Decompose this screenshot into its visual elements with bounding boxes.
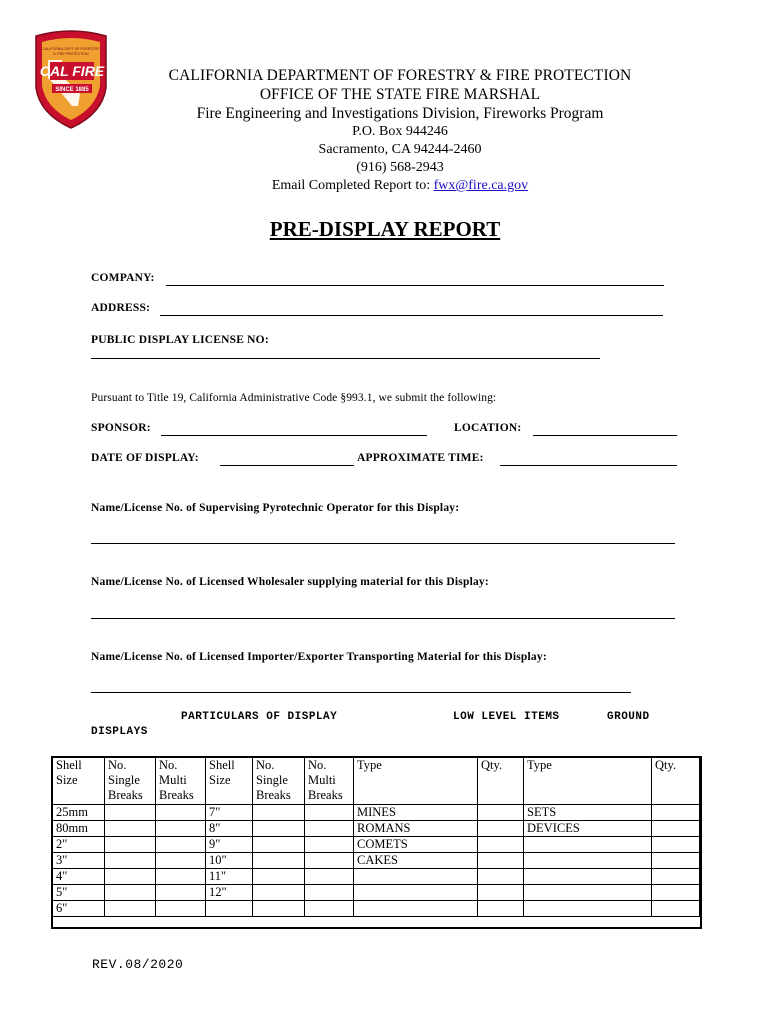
table-cell[interactable] <box>253 805 305 821</box>
date-label: DATE OF DISPLAY: <box>91 452 199 464</box>
table-cell: 9" <box>206 837 253 853</box>
svg-text:& FIRE PROTECTION: & FIRE PROTECTION <box>53 52 89 56</box>
revision-label: REV.08/2020 <box>92 957 184 972</box>
email-prefix: Email Completed Report to: <box>271 178 434 193</box>
table-cell[interactable] <box>652 885 700 901</box>
table-cell[interactable] <box>253 837 305 853</box>
division-name: Fire Engineering and Investigations Division, Fireworks Program <box>196 105 604 122</box>
wholesaler-field[interactable] <box>91 618 675 619</box>
table-cell[interactable] <box>253 901 305 917</box>
importer-label: Name/License No. of Licensed Importer/Exporter Transporting Material for this Display: <box>91 651 547 663</box>
table-cell[interactable] <box>354 885 478 901</box>
table-cell[interactable] <box>105 885 156 901</box>
pursuant-text: Pursuant to Title 19, California Administrative Code §993.1, we submit the following: <box>91 392 497 404</box>
table-cell: 25mm <box>53 805 105 821</box>
table-cell[interactable] <box>156 853 206 869</box>
table-cell: DEVICES <box>524 821 652 837</box>
table-cell[interactable] <box>105 805 156 821</box>
table-row <box>53 821 700 837</box>
table-cell[interactable] <box>478 869 524 885</box>
table-cell[interactable] <box>652 901 700 917</box>
table-cell[interactable] <box>652 821 700 837</box>
table-cell: 11" <box>206 869 253 885</box>
address-label: ADDRESS: <box>91 302 151 314</box>
table-cell: 10" <box>206 853 253 869</box>
particulars-table <box>52 757 700 917</box>
table-cell[interactable] <box>354 869 478 885</box>
page-title: PRE-DISPLAY REPORT <box>269 217 501 241</box>
table-cell: 7" <box>206 805 253 821</box>
email-line <box>90 177 710 195</box>
table-cell: 5" <box>53 885 105 901</box>
table-cell[interactable] <box>305 805 354 821</box>
table-cell[interactable] <box>253 853 305 869</box>
sponsor-label: SPONSOR: <box>91 422 151 434</box>
table-cell[interactable] <box>105 869 156 885</box>
logo-brand: CAL FIRE <box>39 63 105 79</box>
table-cell[interactable] <box>524 901 652 917</box>
table-cell[interactable] <box>206 901 253 917</box>
header-qty-low: Qty. <box>478 758 524 805</box>
license-field[interactable] <box>91 358 600 359</box>
table-row <box>53 869 700 885</box>
table-row <box>53 853 700 869</box>
time-field[interactable] <box>500 465 677 466</box>
table-cell: CAKES <box>354 853 478 869</box>
table-cell[interactable] <box>156 837 206 853</box>
table-cell[interactable] <box>652 853 700 869</box>
table-cell[interactable] <box>253 821 305 837</box>
table-cell[interactable] <box>478 837 524 853</box>
table-cell[interactable] <box>156 805 206 821</box>
date-field[interactable] <box>220 465 354 466</box>
table-cell[interactable] <box>253 869 305 885</box>
table-cell: SETS <box>524 805 652 821</box>
table-cell[interactable] <box>524 837 652 853</box>
table-cell[interactable] <box>478 885 524 901</box>
table-row <box>53 805 700 821</box>
displays-heading: DISPLAYS <box>91 726 148 738</box>
table-cell[interactable] <box>253 885 305 901</box>
address-field[interactable] <box>160 315 663 316</box>
table-cell[interactable] <box>156 885 206 901</box>
table-cell[interactable] <box>305 821 354 837</box>
table-cell: 3" <box>53 853 105 869</box>
header-qty-ground: Qty. <box>652 758 700 805</box>
table-cell: COMETS <box>354 837 478 853</box>
importer-field[interactable] <box>91 692 631 693</box>
po-box: P.O. Box 944246 <box>352 124 448 139</box>
table-cell[interactable] <box>156 901 206 917</box>
phone-number: (916) 568-2943 <box>356 160 444 175</box>
table-cell[interactable] <box>156 821 206 837</box>
table-cell[interactable] <box>105 837 156 853</box>
table-cell[interactable] <box>478 821 524 837</box>
office-name: OFFICE OF THE STATE FIRE MARSHAL <box>259 86 541 103</box>
table-cell[interactable] <box>652 837 700 853</box>
table-cell: 6" <box>53 901 105 917</box>
table-cell[interactable] <box>524 853 652 869</box>
table-row <box>53 901 700 917</box>
table-cell[interactable] <box>354 901 478 917</box>
table-cell: 80mm <box>53 821 105 837</box>
table-row <box>53 837 700 853</box>
table-cell[interactable] <box>478 853 524 869</box>
operator-field[interactable] <box>91 543 675 544</box>
table-cell[interactable] <box>305 901 354 917</box>
email-link[interactable]: fwx@fire.ca.gov <box>433 178 529 193</box>
header-type-ground: Type <box>524 758 652 805</box>
logo-since: SINCE 1885 <box>55 87 89 93</box>
table-cell: 8" <box>206 821 253 837</box>
table-row <box>53 885 700 901</box>
header-single-breaks: No. Single Breaks <box>105 758 156 805</box>
company-label: COMPANY: <box>91 272 155 284</box>
table-cell[interactable] <box>305 885 354 901</box>
company-field[interactable] <box>166 285 664 286</box>
svg-text:CALIFORNIA DEPT OF FORESTRY: CALIFORNIA DEPT OF FORESTRY <box>42 47 100 51</box>
header-shell-size-2: Shell Size <box>206 758 253 805</box>
table-cell[interactable] <box>652 805 700 821</box>
table-cell[interactable] <box>524 869 652 885</box>
location-label: LOCATION: <box>454 422 522 434</box>
letterhead <box>90 66 710 195</box>
table-cell[interactable] <box>478 805 524 821</box>
operator-label: Name/License No. of Supervising Pyrotechnic Operator for this Display: <box>91 502 460 514</box>
table-cell: 2" <box>53 837 105 853</box>
table-cell[interactable] <box>105 901 156 917</box>
header-multi-breaks-2: No. Multi Breaks <box>305 758 354 805</box>
table-cell[interactable] <box>652 869 700 885</box>
location-field[interactable] <box>533 435 677 436</box>
table-cell[interactable] <box>156 869 206 885</box>
time-label: APPROXIMATE TIME: <box>357 452 484 464</box>
sponsor-field[interactable] <box>161 435 427 436</box>
table-cell: ROMANS <box>354 821 478 837</box>
header-single-breaks-2: No. Single Breaks <box>253 758 305 805</box>
table-cell[interactable] <box>305 853 354 869</box>
wholesaler-label: Name/License No. of Licensed Wholesaler supplying material for this Display: <box>91 576 489 588</box>
ground-heading: GROUND <box>607 711 650 723</box>
header-shell-size: Shell Size <box>53 758 105 805</box>
table-cell[interactable] <box>105 821 156 837</box>
table-cell[interactable] <box>305 869 354 885</box>
low-level-heading: LOW LEVEL ITEMS <box>453 711 560 723</box>
header-type-low: Type <box>354 758 478 805</box>
table-cell[interactable] <box>478 901 524 917</box>
table-cell: 4" <box>53 869 105 885</box>
table-header-row <box>53 758 700 805</box>
header-multi-breaks: No. Multi Breaks <box>156 758 206 805</box>
table-cell[interactable] <box>524 885 652 901</box>
license-label: PUBLIC DISPLAY LICENSE NO: <box>91 334 269 346</box>
city-address: Sacramento, CA 94244-2460 <box>318 142 482 157</box>
table-cell: MINES <box>354 805 478 821</box>
table-cell: 12" <box>206 885 253 901</box>
agency-name: CALIFORNIA DEPARTMENT OF FORESTRY & FIRE PROTECTION <box>168 67 632 84</box>
particulars-heading: PARTICULARS OF DISPLAY <box>181 711 338 723</box>
table-cell[interactable] <box>105 853 156 869</box>
table-cell[interactable] <box>305 837 354 853</box>
